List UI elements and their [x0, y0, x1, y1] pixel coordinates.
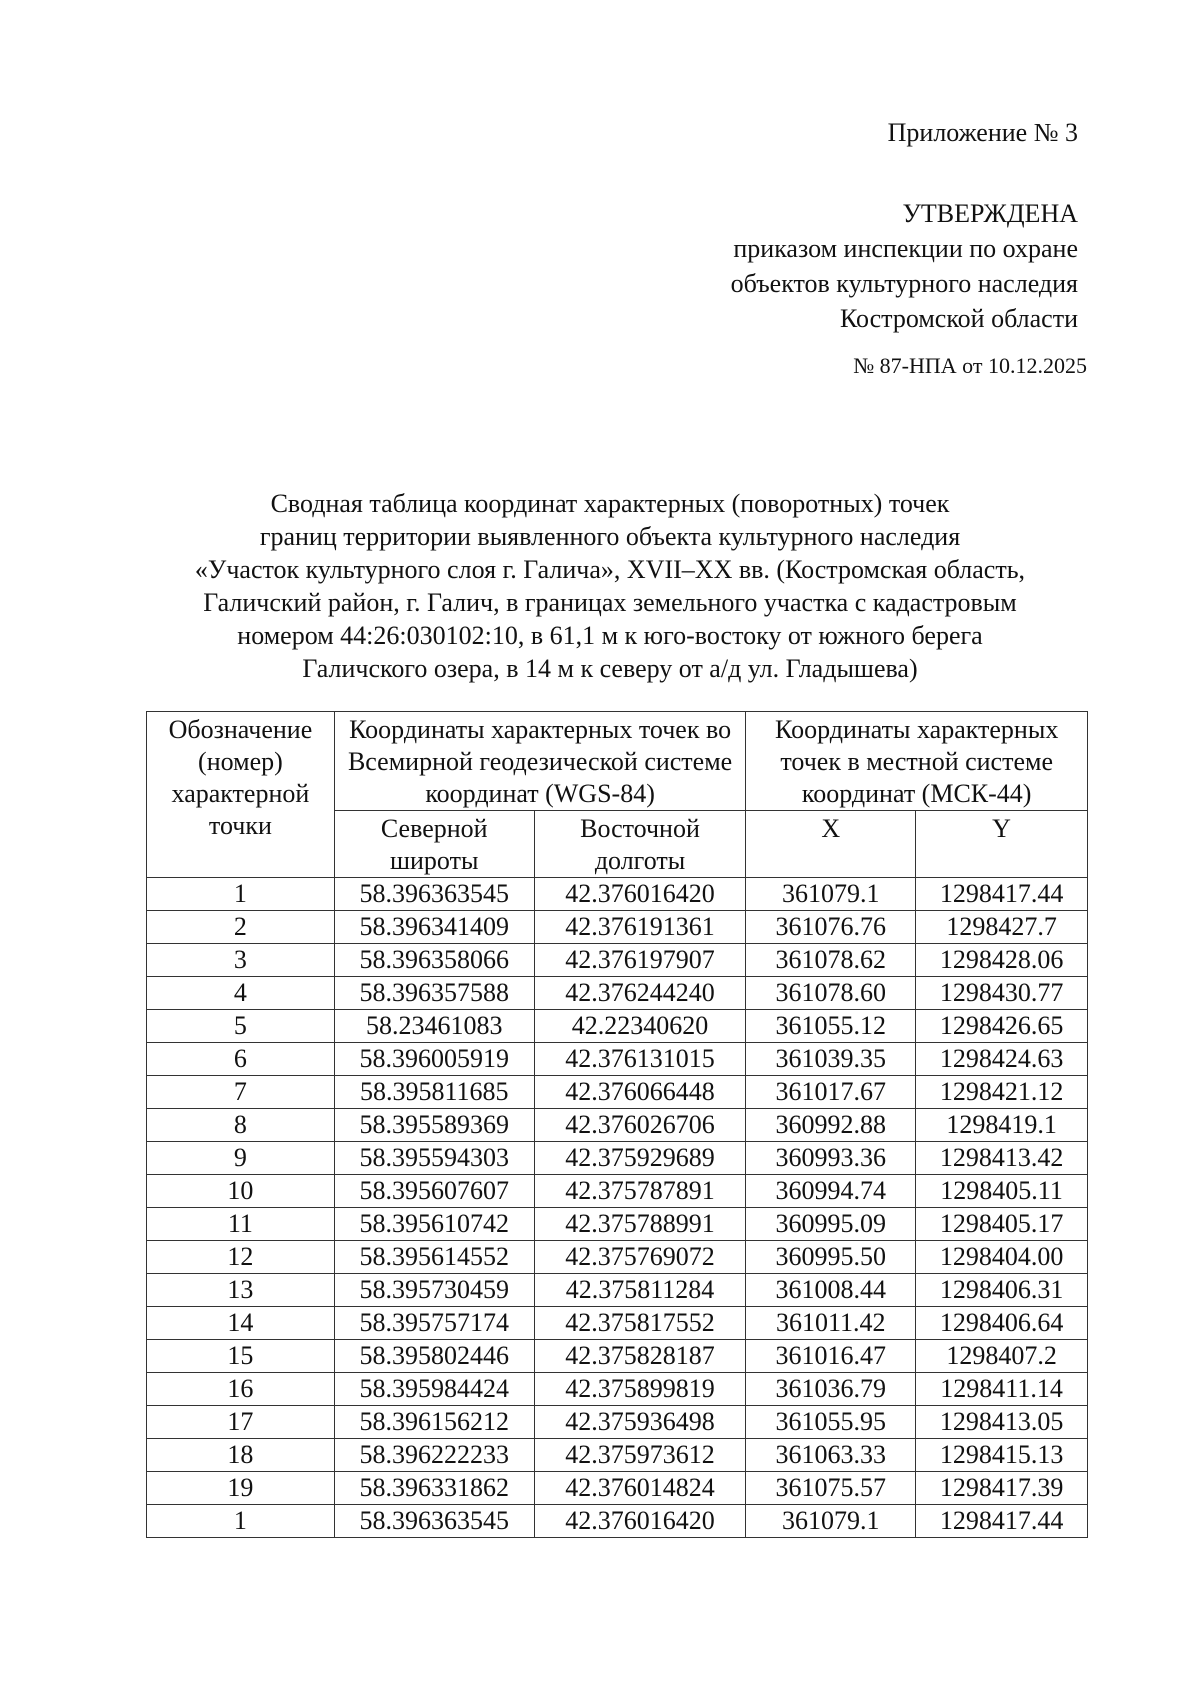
table-row [147, 1010, 1088, 1043]
cell-point-number: 8 [147, 1109, 335, 1142]
table-row [147, 944, 1088, 977]
cell-longitude: 42.376016420 [534, 878, 746, 911]
header-point-designation: Обозначение (номер) характерной точки [147, 712, 335, 878]
table-row [147, 1472, 1088, 1505]
cell-x: 361055.95 [746, 1406, 916, 1439]
cell-y: 1298417.44 [916, 878, 1088, 911]
order-number: № 87-НПА от 10.12.2025 [853, 353, 1087, 378]
cell-y: 1298413.05 [916, 1406, 1088, 1439]
header-y: Y [916, 811, 1088, 878]
table-title [130, 487, 1090, 685]
cell-longitude: 42.375788991 [534, 1208, 746, 1241]
title-line: «Участок культурного слоя г. Галича», XVII–XX вв. (Костромская область, [194, 555, 1026, 584]
cell-y: 1298417.44 [916, 1505, 1088, 1538]
cell-x: 361011.42 [746, 1307, 916, 1340]
cell-point-number: 1 [147, 878, 335, 911]
cell-y: 1298411.14 [916, 1373, 1088, 1406]
cell-point-number: 12 [147, 1241, 335, 1274]
approved-stamp-text: УТВЕРЖДЕНА [902, 199, 1078, 228]
cell-longitude: 42.376066448 [534, 1076, 746, 1109]
cell-point-number: 3 [147, 944, 335, 977]
cell-y: 1298426.65 [916, 1010, 1088, 1043]
cell-x: 361079.1 [746, 878, 916, 911]
cell-point-number: 9 [147, 1142, 335, 1175]
cell-y: 1298407.2 [916, 1340, 1088, 1373]
cell-point-number: 18 [147, 1439, 335, 1472]
table-row [147, 977, 1088, 1010]
cell-point-number: 15 [147, 1340, 335, 1373]
table-body [147, 878, 1088, 1538]
approved-by-line-2: объектов культурного наследия [730, 269, 1078, 298]
header-wgs84-group: Координаты характерных точек во Всемирной геодезической системе координат (WGS-84) [334, 712, 746, 811]
cell-x: 361076.76 [746, 911, 916, 944]
title-line: границ территории выявленного объекта культурного наследия [259, 522, 961, 551]
cell-latitude: 58.396156212 [334, 1406, 534, 1439]
cell-longitude: 42.375929689 [534, 1142, 746, 1175]
cell-y: 1298413.42 [916, 1142, 1088, 1175]
cell-y: 1298405.17 [916, 1208, 1088, 1241]
cell-y: 1298406.31 [916, 1274, 1088, 1307]
cell-x: 361063.33 [746, 1439, 916, 1472]
table-row [147, 878, 1088, 911]
cell-longitude: 42.376244240 [534, 977, 746, 1010]
cell-y: 1298427.7 [916, 911, 1088, 944]
cell-longitude: 42.375769072 [534, 1241, 746, 1274]
cell-x: 361075.57 [746, 1472, 916, 1505]
cell-y: 1298430.77 [916, 977, 1088, 1010]
header-longitude: Восточной долготы [534, 811, 746, 878]
cell-latitude: 58.396363545 [334, 1505, 534, 1538]
cell-longitude: 42.376026706 [534, 1109, 746, 1142]
cell-latitude: 58.395610742 [334, 1208, 534, 1241]
cell-x: 361078.60 [746, 977, 916, 1010]
cell-latitude: 58.395614552 [334, 1241, 534, 1274]
table-row [147, 1439, 1088, 1472]
cell-longitude: 42.376016420 [534, 1505, 746, 1538]
cell-y: 1298417.39 [916, 1472, 1088, 1505]
cell-latitude: 58.396005919 [334, 1043, 534, 1076]
cell-y: 1298424.63 [916, 1043, 1088, 1076]
cell-x: 361079.1 [746, 1505, 916, 1538]
cell-latitude: 58.396222233 [334, 1439, 534, 1472]
table-row [147, 1307, 1088, 1340]
table-row [147, 911, 1088, 944]
cell-x: 360995.50 [746, 1241, 916, 1274]
cell-point-number: 19 [147, 1472, 335, 1505]
cell-point-number: 2 [147, 911, 335, 944]
cell-x: 361017.67 [746, 1076, 916, 1109]
cell-longitude: 42.375828187 [534, 1340, 746, 1373]
cell-point-number: 10 [147, 1175, 335, 1208]
table-row [147, 1109, 1088, 1142]
cell-x: 361039.35 [746, 1043, 916, 1076]
cell-point-number: 13 [147, 1274, 335, 1307]
cell-y: 1298419.1 [916, 1109, 1088, 1142]
cell-latitude: 58.395802446 [334, 1340, 534, 1373]
cell-latitude: 58.395984424 [334, 1373, 534, 1406]
table-row [147, 1208, 1088, 1241]
cell-point-number: 11 [147, 1208, 335, 1241]
cell-longitude: 42.376197907 [534, 944, 746, 977]
cell-longitude: 42.375973612 [534, 1439, 746, 1472]
table-row [147, 1373, 1088, 1406]
cell-x: 361078.62 [746, 944, 916, 977]
cell-point-number: 16 [147, 1373, 335, 1406]
cell-latitude: 58.395607607 [334, 1175, 534, 1208]
cell-latitude: 58.396331862 [334, 1472, 534, 1505]
cell-longitude: 42.375936498 [534, 1406, 746, 1439]
coordinates-table [146, 711, 1088, 1538]
cell-x: 361008.44 [746, 1274, 916, 1307]
cell-point-number: 6 [147, 1043, 335, 1076]
cell-x: 360992.88 [746, 1109, 916, 1142]
cell-x: 361055.12 [746, 1010, 916, 1043]
cell-point-number: 4 [147, 977, 335, 1010]
cell-point-number: 14 [147, 1307, 335, 1340]
approved-by-line-3: Костромской области [839, 304, 1078, 333]
table-row [147, 1241, 1088, 1274]
cell-latitude: 58.396358066 [334, 944, 534, 977]
table-row [147, 1142, 1088, 1175]
cell-longitude: 42.375787891 [534, 1175, 746, 1208]
table-row [147, 1340, 1088, 1373]
cell-x: 360995.09 [746, 1208, 916, 1241]
cell-y: 1298405.11 [916, 1175, 1088, 1208]
cell-y: 1298428.06 [916, 944, 1088, 977]
cell-longitude: 42.375811284 [534, 1274, 746, 1307]
header-msk44-group: Координаты характерных точек в местной системе координат (МСК-44) [746, 712, 1088, 811]
cell-latitude: 58.395730459 [334, 1274, 534, 1307]
cell-latitude: 58.396357588 [334, 977, 534, 1010]
cell-y: 1298415.13 [916, 1439, 1088, 1472]
cell-longitude: 42.22340620 [534, 1010, 746, 1043]
cell-latitude: 58.396341409 [334, 911, 534, 944]
cell-point-number: 7 [147, 1076, 335, 1109]
title-line: номером 44:26:030102:10, в 61,1 м к юго-востоку от южного берега [237, 621, 983, 650]
cell-y: 1298406.64 [916, 1307, 1088, 1340]
cell-y: 1298404.00 [916, 1241, 1088, 1274]
cell-latitude: 58.23461083 [334, 1010, 534, 1043]
cell-x: 360993.36 [746, 1142, 916, 1175]
cell-latitude: 58.395589369 [334, 1109, 534, 1142]
appendix-label: Приложение № 3 [887, 118, 1078, 147]
cell-x: 360994.74 [746, 1175, 916, 1208]
cell-point-number: 5 [147, 1010, 335, 1043]
table-row [147, 1043, 1088, 1076]
cell-longitude: 42.376014824 [534, 1472, 746, 1505]
cell-longitude: 42.376131015 [534, 1043, 746, 1076]
table-row [147, 1406, 1088, 1439]
cell-longitude: 42.375817552 [534, 1307, 746, 1340]
cell-point-number: 1 [147, 1505, 335, 1538]
cell-y: 1298421.12 [916, 1076, 1088, 1109]
title-line: Галичский район, г. Галич, в границах земельного участка с кадастровым [203, 588, 1017, 617]
cell-latitude: 58.396363545 [334, 878, 534, 911]
approval-block [731, 115, 1078, 336]
title-line: Сводная таблица координат характерных (поворотных) точек [270, 489, 950, 518]
cell-latitude: 58.395757174 [334, 1307, 534, 1340]
header-latitude: Северной широты [334, 811, 534, 878]
approved-by-line-1: приказом инспекции по охране [733, 234, 1078, 263]
header-x: X [746, 811, 916, 878]
table-row [147, 1274, 1088, 1307]
title-line: Галичского озера, в 14 м к северу от а/д ул. Гладышева) [302, 654, 918, 683]
cell-x: 361016.47 [746, 1340, 916, 1373]
cell-longitude: 42.376191361 [534, 911, 746, 944]
cell-latitude: 58.395811685 [334, 1076, 534, 1109]
cell-x: 361036.79 [746, 1373, 916, 1406]
table-header [147, 712, 1088, 878]
cell-longitude: 42.375899819 [534, 1373, 746, 1406]
table-row [147, 1076, 1088, 1109]
cell-point-number: 17 [147, 1406, 335, 1439]
table-row [147, 1505, 1088, 1538]
cell-latitude: 58.395594303 [334, 1142, 534, 1175]
table-row [147, 1175, 1088, 1208]
